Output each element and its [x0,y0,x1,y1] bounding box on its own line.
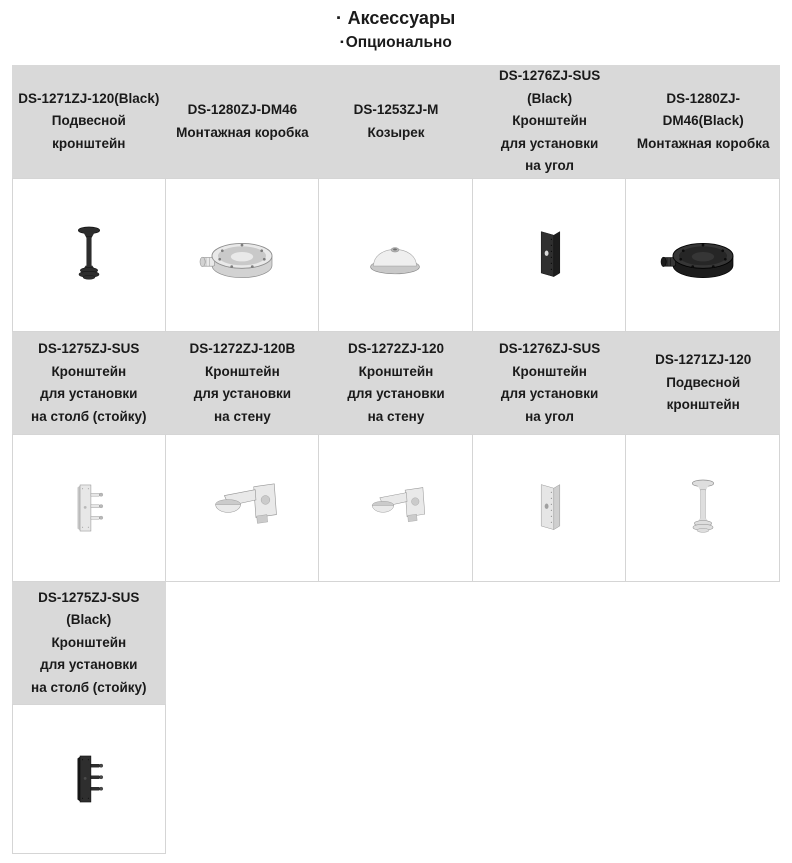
label-line: (Black) [527,90,573,106]
page-subtitle [0,32,792,54]
label-line: DS-1253ZJ-M [353,102,439,117]
label-line: Кронштейн [51,634,127,650]
label-line: DS-1280ZJ- [666,90,740,106]
label-line: на стену [214,408,271,424]
label-line: Кронштейн [512,363,587,379]
product-image-cell [319,434,473,582]
product-image-cell [473,178,627,332]
page-title [0,7,792,30]
label-line: на стену [367,408,425,424]
label-line: DS-1275ZJ-SUS [38,341,140,356]
label-line: Монтажная коробка [176,124,309,140]
label-line: для установки [40,657,138,673]
label-line: DS-1280ZJ-DM46 [187,102,298,117]
label-line: для установки [500,386,599,401]
label-line: на угол [525,408,575,424]
product-image-cell [166,178,320,332]
accessory-label-cell [166,65,320,178]
label-line: Монтажная коробка [636,135,770,151]
label-row [12,582,780,704]
product-image-cell [319,178,473,332]
accessory-label-cell [473,332,627,434]
label-row [12,332,780,434]
label-row [12,65,780,178]
image-row [12,434,780,582]
wall-bracket-white-small-icon [357,480,433,537]
product-image-cell [626,434,780,582]
label-line: на столб (стойку) [31,679,147,695]
label-line: для установки [500,135,599,151]
product-image-cell [473,434,627,582]
rain-shade-white-icon [358,232,432,278]
accessory-label-cell [12,332,166,434]
label-line: Кронштейн [512,113,587,129]
label-line: кронштейн [52,135,126,151]
accessory-label-cell [12,582,166,704]
label-line: (Black) [66,612,112,628]
bullet-icon: ▪ [340,37,344,48]
product-image-cell [12,704,166,854]
image-row [12,178,780,332]
image-row [12,704,780,854]
accessory-label-cell [319,332,473,434]
label-line: DS-1276ZJ-SUS [498,341,601,356]
label-line: DS-1272ZJ-120 [347,341,445,356]
page-title-text: Аксессуары [347,8,456,28]
wall-bracket-white-icon [198,475,286,541]
label-line: DS-1271ZJ-120(Black) [18,90,160,106]
product-image-cell [12,434,166,582]
accessory-label-cell [319,65,473,178]
corner-bracket-white-icon [531,477,567,539]
label-line: DS-1272ZJ-120B [189,341,296,356]
label-line: Кронштейн [51,363,127,379]
pole-mount-black-icon [66,747,112,811]
label-line: на угол [525,158,575,174]
accessory-label-cell [12,65,166,178]
label-line: DS-1271ZJ-120 [655,352,752,368]
pendant-bracket-black-icon [69,217,109,293]
accessory-label-cell [166,332,320,434]
pole-mount-white-icon [66,476,112,540]
label-line: для установки [347,386,445,401]
label-line: для установки [40,386,138,401]
label-line: DM46(Black) [662,113,744,129]
label-line: Кронштейн [358,363,434,379]
label-line: Подвесной [51,113,126,129]
label-line: Козырек [367,124,425,140]
accessory-label-cell [473,65,627,178]
accessories-table [12,65,780,854]
label-line: кронштейн [666,397,740,413]
label-line: DS-1276ZJ-SUS [498,68,601,84]
accessory-label-cell [626,332,780,434]
corner-bracket-black-icon [531,224,567,286]
label-line: Кронштейн [205,363,280,379]
junction-box-black-icon [660,225,746,285]
label-line: для установки [193,386,292,401]
pendant-bracket-white-icon [683,470,723,546]
bullet-icon: ▪ [336,12,341,24]
product-image-cell [166,434,320,582]
product-image-cell [12,178,166,332]
label-line: на столб (стойку) [31,408,147,424]
label-line: DS-1275ZJ-SUS [38,589,140,605]
label-line: Подвесной [666,374,741,390]
product-image-cell [626,178,780,332]
page-subtitle-text: Опционально [345,34,452,51]
junction-box-white-icon [199,225,285,285]
page-header [0,0,792,65]
accessory-label-cell [626,65,780,178]
